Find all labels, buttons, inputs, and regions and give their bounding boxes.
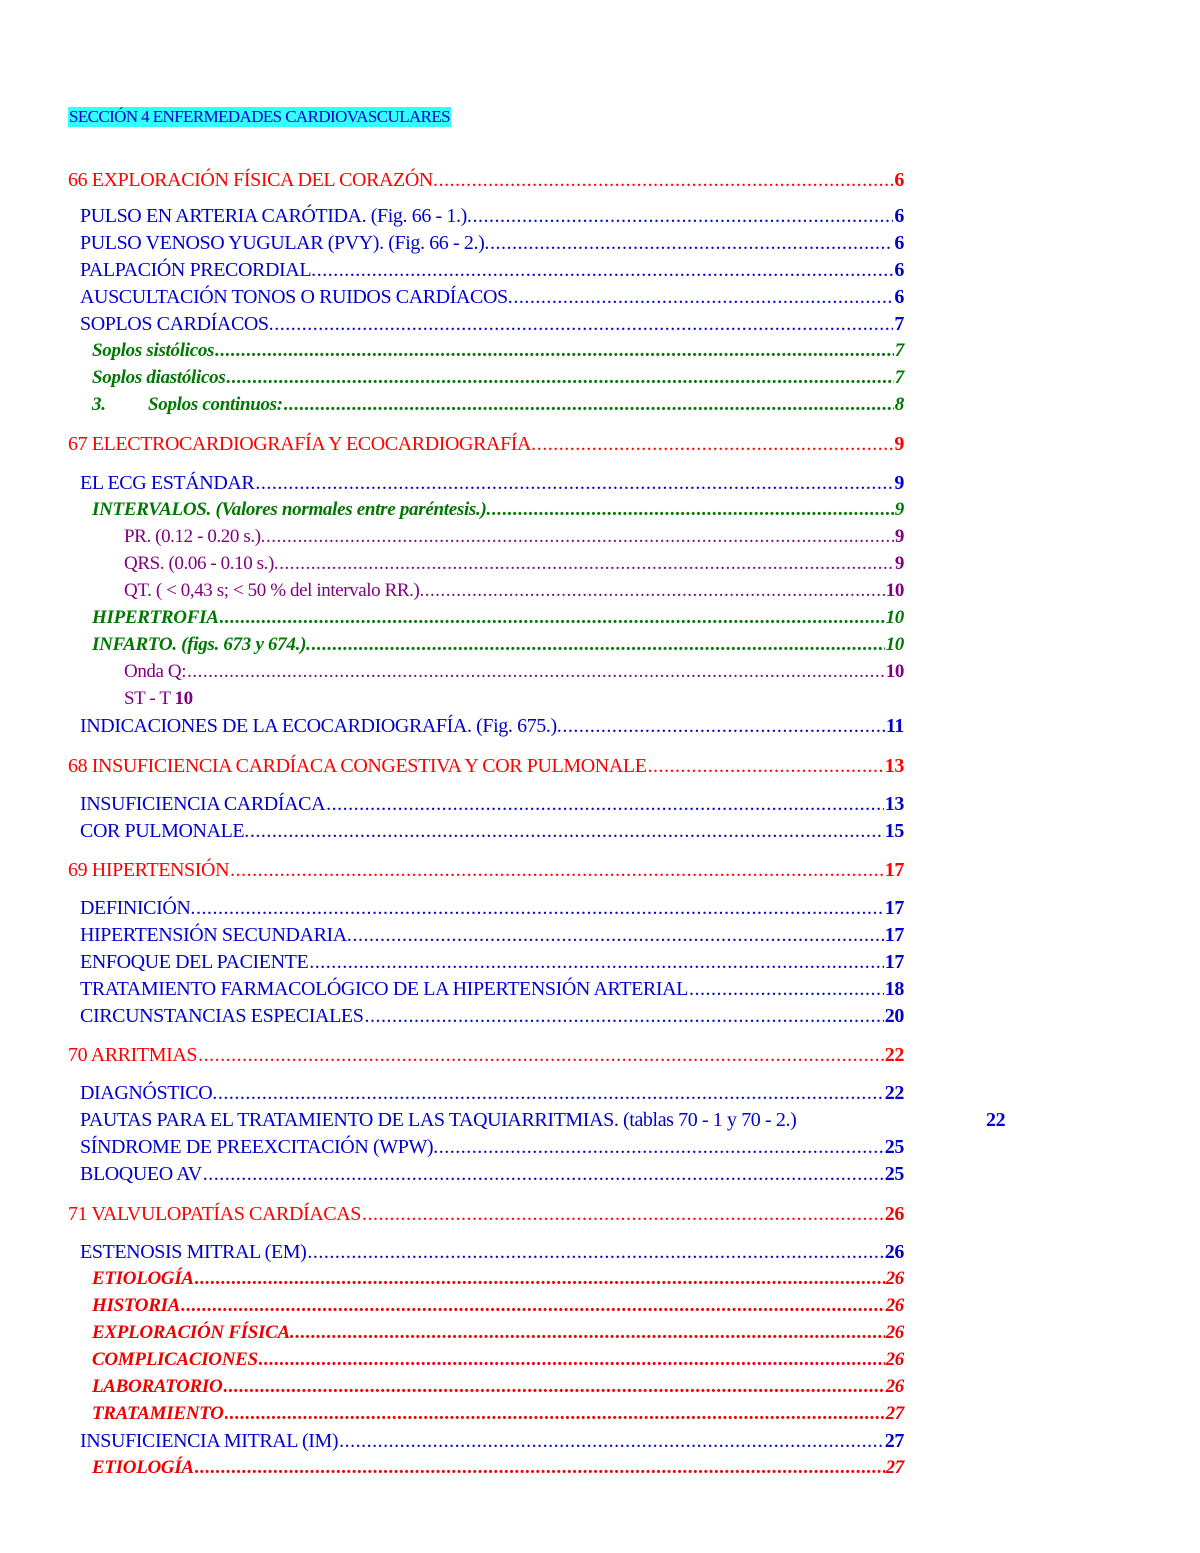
toc-chapter-entry[interactable]: [68, 858, 904, 884]
toc-entry-title: [80, 285, 512, 309]
toc-entry[interactable]: [92, 1321, 904, 1347]
toc-entry[interactable]: [80, 231, 904, 257]
toc-entry[interactable]: [92, 1267, 904, 1293]
toc-dot-leader: [513, 285, 893, 309]
toc-entry-text: PULSO EN ARTERIA CARÓTIDA. (Fig. 66 - 1.).: [80, 205, 472, 227]
toc-page-number: 13: [884, 793, 904, 815]
toc-entry-text: DEFINICIÓN.: [80, 897, 196, 919]
toc-entry-text: CIRCUNSTANCIAS ESPECIALES: [80, 1005, 364, 1027]
toc-entry[interactable]: [80, 1081, 904, 1107]
toc-dot-leader: [220, 606, 885, 630]
toc-entry[interactable]: [92, 1375, 904, 1401]
toc-dot-leader: [425, 579, 885, 603]
toc-dot-leader: [266, 525, 894, 549]
toc-entry[interactable]: [80, 792, 904, 818]
toc-entry[interactable]: [92, 498, 904, 524]
toc-page-number: 27: [885, 1403, 904, 1424]
toc-entry-title: [80, 792, 325, 816]
toc-entry[interactable]: [80, 977, 904, 1003]
toc-entry-title: [80, 1108, 796, 1132]
toc-entry[interactable]: [80, 204, 904, 230]
toc-dot-leader: [198, 1043, 884, 1067]
toc-entry-title: [92, 393, 283, 417]
toc-page-number: 25: [884, 1136, 904, 1158]
toc-entry-text: 71 VALVULOPATÍAS CARDÍACAS: [68, 1203, 362, 1225]
toc-dot-leader: [218, 1081, 884, 1105]
toc-dot-leader: [223, 1375, 884, 1399]
toc-entry[interactable]: [92, 1456, 904, 1482]
toc-dot-leader: [339, 1429, 884, 1453]
toc-entry-text: INTERVALOS. (Valores normales entre paréntesis.).: [92, 499, 491, 520]
toc-entry[interactable]: [124, 525, 904, 551]
toc-entry[interactable]: [124, 552, 904, 578]
toc-page-number: 10: [885, 580, 904, 601]
toc-entry-title: [92, 1321, 294, 1345]
toc-dot-leader: [307, 1240, 883, 1264]
toc-entry[interactable]: [124, 687, 193, 713]
toc-page-number: 11: [885, 715, 904, 737]
toc-entry-title: [80, 312, 273, 336]
toc-dot-leader: [309, 950, 884, 974]
toc-dot-leader: [492, 498, 894, 522]
toc-entry-text: DIAGNÓSTICO.: [80, 1082, 217, 1104]
toc-entry-text: LABORATORIO: [92, 1376, 223, 1397]
toc-entry-number: 3.: [92, 394, 106, 415]
toc-entry[interactable]: [92, 1402, 904, 1428]
toc-dot-leader: [226, 366, 893, 390]
toc-page-number: 13: [884, 755, 904, 777]
toc-entry-title: [80, 204, 471, 228]
toc-entry-title: [80, 258, 316, 282]
toc-page-number: 22: [884, 1044, 904, 1066]
toc-dot-leader: [181, 1294, 885, 1318]
toc-page-number: 20: [884, 1005, 904, 1027]
toc-page-number: 7: [894, 340, 904, 361]
toc-entry-text: INDICACIONES DE LA ECOCARDIOGRAFÍA. (Fig. 675.).: [80, 715, 562, 737]
toc-entry-title: [80, 896, 195, 920]
toc-entry-title: [80, 231, 489, 255]
toc-entry-title: [68, 754, 647, 778]
toc-entry-text: Onda Q:: [124, 661, 187, 682]
toc-entry-title: [80, 714, 561, 738]
toc-entry[interactable]: [92, 366, 904, 392]
toc-entry-text: AUSCULTACIÓN TONOS O RUIDOS CARDÍACOS.: [80, 286, 513, 308]
toc-entry-title: [80, 923, 351, 947]
toc-page-number: 17: [884, 897, 904, 919]
toc-entry-title: [92, 1267, 194, 1291]
toc-page-number: 17: [884, 924, 904, 946]
toc-entry[interactable]: [80, 1162, 904, 1188]
toc-entry-text: QT. ( < 0,43 s; < 50 % del intervalo RR.).: [124, 580, 424, 601]
toc-page-number: 9: [894, 553, 904, 574]
toc-entry-title: [92, 1348, 258, 1372]
toc-entry-title: [92, 633, 311, 657]
toc-entry-text: Soplos sistólicos: [92, 340, 215, 361]
toc-entry-text: ENFOQUE DEL PACIENTE: [80, 951, 309, 973]
toc-entry[interactable]: [80, 923, 904, 949]
toc-entry-title: [92, 1456, 194, 1480]
toc-page-number: 10: [885, 634, 904, 655]
toc-dot-leader: [187, 660, 885, 684]
toc-entry-title: [124, 552, 278, 576]
toc-entry-title: [124, 660, 186, 684]
toc-entry-title: [80, 819, 249, 843]
toc-entry[interactable]: [92, 1348, 904, 1374]
toc-page-number: 26: [884, 1241, 904, 1263]
toc-entry-title: [80, 1004, 363, 1028]
toc-entry-text: SÍNDROME DE PREEXCITACIÓN (WPW).: [80, 1136, 438, 1158]
toc-page-number: 9: [894, 472, 904, 494]
toc-entry-title: [92, 1402, 224, 1426]
toc-entry-title: [80, 1162, 202, 1186]
toc-entry[interactable]: [124, 579, 904, 605]
toc-entry-text: INFARTO. (figs. 673 y 674.).: [92, 634, 311, 655]
toc-dot-leader: [537, 432, 894, 456]
toc-entry-text: Soplos diastólicos: [92, 367, 226, 388]
toc-dot-leader: [648, 754, 884, 778]
toc-entry[interactable]: [92, 393, 904, 419]
toc-entry-text: EXPLORACIÓN FÍSICA.: [92, 1322, 295, 1343]
toc-entry-text: 70 ARRITMIAS: [68, 1044, 198, 1066]
toc-entry-title: [92, 606, 219, 630]
toc-page-number: 17: [884, 859, 904, 881]
toc-page-number: 9: [894, 433, 904, 455]
toc-dot-leader: [562, 714, 885, 738]
toc-entry[interactable]: [92, 1294, 904, 1320]
toc-dot-leader: [274, 312, 893, 336]
toc-entry-text: ESTENOSIS MITRAL (EM): [80, 1241, 307, 1263]
toc-page-number: 10: [885, 661, 904, 682]
toc-dot-leader: [352, 923, 883, 947]
toc-entry[interactable]: [80, 258, 904, 284]
toc-entry-text: EL ECG ESTÁNDAR: [80, 472, 255, 494]
toc-dot-leader: [259, 1348, 885, 1372]
toc-dot-leader: [225, 1402, 885, 1426]
toc-page-number: 18: [884, 978, 904, 1000]
toc-dot-leader: [250, 819, 884, 843]
toc-entry-text: TRATAMIENTO: [92, 1403, 224, 1424]
toc-dot-leader: [295, 1321, 884, 1345]
toc-dot-leader: [689, 977, 884, 1001]
toc-entry[interactable]: [80, 1429, 904, 1455]
toc-entry-text: ST - T: [124, 688, 171, 709]
toc-entry-title: [80, 471, 254, 495]
toc-dot-leader: [439, 168, 894, 192]
toc-entry[interactable]: [80, 896, 904, 922]
toc-entry-text: Soplos continuos:: [148, 394, 283, 415]
toc-dot-leader: [490, 231, 893, 255]
toc-page-number: 6: [894, 286, 904, 308]
toc-page-number: 6: [894, 205, 904, 227]
toc-entry-text: TRATAMIENTO FARMACOLÓGICO DE LA HIPERTENSIÓN ARTERIAL: [80, 978, 688, 1000]
toc-entry-text: PALPACIÓN PRECORDIAL.: [80, 259, 316, 281]
toc-chapter-entry[interactable]: [68, 168, 904, 194]
toc-entry[interactable]: [124, 660, 904, 686]
toc-entry[interactable]: [92, 633, 904, 659]
toc-page-number: 6: [894, 169, 904, 191]
toc-entry-title: [68, 858, 229, 882]
toc-page-number: 8: [894, 394, 904, 415]
toc-entry[interactable]: [92, 339, 904, 365]
toc-page-number: 6: [894, 232, 904, 254]
toc-entry-text: 67 ELECTROCARDIOGRAFÍA Y ECOCARDIOGRAFÍA.: [68, 433, 536, 455]
toc-entry-title: [80, 1429, 338, 1453]
toc-entry-title: [92, 366, 225, 390]
toc-entry-text: ETIOLOGÍA: [92, 1268, 194, 1289]
toc-entry-title: [80, 950, 308, 974]
toc-entry[interactable]: [92, 606, 904, 632]
toc-page-number: 26: [885, 1349, 904, 1370]
toc-dot-leader: [195, 1456, 885, 1480]
toc-entry-title: [92, 1294, 180, 1318]
toc-chapter-entry[interactable]: [68, 754, 904, 780]
toc-entry-title: [80, 1135, 438, 1159]
toc-entry[interactable]: [80, 714, 904, 740]
toc-entry[interactable]: [80, 1004, 904, 1030]
toc-entry[interactable]: [80, 285, 904, 311]
toc-entry-text: INSUFICIENCIA CARDÍACA: [80, 793, 326, 815]
toc-page-number: 7: [894, 313, 904, 335]
toc-entry-title: [68, 1202, 361, 1226]
toc-entry-text: HISTORIA: [92, 1295, 181, 1316]
toc-entry[interactable]: [80, 471, 904, 497]
toc-dot-leader: [312, 633, 885, 657]
toc-entry-text: QRS. (0.06 - 0.10 s.).: [124, 553, 279, 574]
toc-dot-leader: [439, 1135, 884, 1159]
toc-entry-title: [80, 1081, 217, 1105]
toc-entry-title: [124, 687, 171, 711]
toc-dot-leader: [317, 258, 894, 282]
toc-page-number: 9: [894, 499, 904, 520]
toc-page-number: 22: [986, 1109, 1006, 1131]
toc-entry-title: [124, 525, 265, 549]
toc-entry-text: ETIOLOGÍA: [92, 1457, 194, 1478]
toc-entry-title: [68, 1043, 197, 1067]
toc-entry-title: [92, 1375, 222, 1399]
toc-dot-leader: [284, 393, 894, 417]
toc-page-number: 6: [894, 259, 904, 281]
toc-entry-text: HIPERTROFIA: [92, 607, 219, 628]
toc-page-number: 17: [884, 951, 904, 973]
toc-page-number: 7: [894, 367, 904, 388]
toc-page-number: 9: [894, 526, 904, 547]
toc-entry-title: [124, 579, 424, 603]
toc-chapter-entry[interactable]: [68, 1043, 904, 1069]
toc-entry-text: PR. (0.12 - 0.20 s.).: [124, 526, 265, 547]
toc-page-number: 26: [885, 1322, 904, 1343]
toc-page-number: 26: [885, 1376, 904, 1397]
toc-dot-leader: [203, 1162, 884, 1186]
toc-entry[interactable]: [80, 1135, 904, 1161]
toc-page-number: 15: [884, 820, 904, 842]
toc-entry-title: [92, 339, 214, 363]
toc-chapter-entry[interactable]: [68, 1202, 904, 1228]
toc-dot-leader: [472, 204, 893, 228]
toc-entry-text: INSUFICIENCIA MITRAL (IM): [80, 1430, 339, 1452]
toc-dot-leader: [230, 858, 884, 882]
toc-entry[interactable]: [80, 1240, 904, 1266]
toc-page-number: 27: [885, 1457, 904, 1478]
toc-dot-leader: [326, 792, 884, 816]
toc-page-number: 10: [174, 688, 193, 709]
toc-entry[interactable]: [80, 950, 904, 976]
toc-entry-text: PULSO VENOSO YUGULAR (PVY). (Fig. 66 - 2.).: [80, 232, 489, 254]
toc-chapter-entry[interactable]: [68, 432, 904, 458]
toc-dot-leader: [196, 896, 884, 920]
toc-page-number: 22: [884, 1082, 904, 1104]
toc-entry-title: [80, 977, 688, 1001]
toc-entry-text: SOPLOS CARDÍACOS.: [80, 313, 274, 335]
toc-entry[interactable]: [80, 312, 904, 338]
toc-entry-text: 66 EXPLORACIÓN FÍSICA DEL CORAZÓN.: [68, 169, 438, 191]
toc-page-number: 26: [885, 1268, 904, 1289]
toc-entry-text: COR PULMONALE.: [80, 820, 249, 842]
toc-dot-leader: [255, 471, 893, 495]
toc-entry[interactable]: [80, 819, 904, 845]
toc-entry-title: [92, 498, 491, 522]
toc-entry-text: PAUTAS PARA EL TRATAMIENTO DE LAS TAQUIARRITMIAS. (tablas 70 - 1 y 70 - 2.): [80, 1109, 797, 1131]
toc-page-number: 27: [884, 1430, 904, 1452]
toc-entry-title: [80, 1240, 306, 1264]
toc-entry-title: [68, 432, 536, 456]
toc-entry-title: [68, 168, 438, 192]
toc-entry-text: COMPLICACIONES: [92, 1349, 258, 1370]
toc-entry[interactable]: [80, 1108, 1030, 1134]
section-header: SECCIÓN 4 ENFERMEDADES CARDIOVASCULARES: [69, 107, 451, 126]
toc-dot-leader: [279, 552, 894, 576]
toc-dot-leader: [215, 339, 894, 363]
toc-page-number: 26: [884, 1203, 904, 1225]
toc-dot-leader: [362, 1202, 884, 1226]
toc-entry-text: BLOQUEO AV: [80, 1163, 202, 1185]
toc-entry-text: 68 INSUFICIENCIA CARDÍACA CONGESTIVA Y COR PULMONALE: [68, 755, 647, 777]
toc-page-number: 10: [885, 607, 904, 628]
toc-entry-text: HIPERTENSIÓN SECUNDARIA.: [80, 924, 352, 946]
toc-dot-leader: [364, 1004, 883, 1028]
toc-dot-leader: [195, 1267, 885, 1291]
toc-page-number: 26: [885, 1295, 904, 1316]
toc-entry-text: 69 HIPERTENSIÓN: [68, 859, 230, 881]
toc-page-number: 25: [884, 1163, 904, 1185]
